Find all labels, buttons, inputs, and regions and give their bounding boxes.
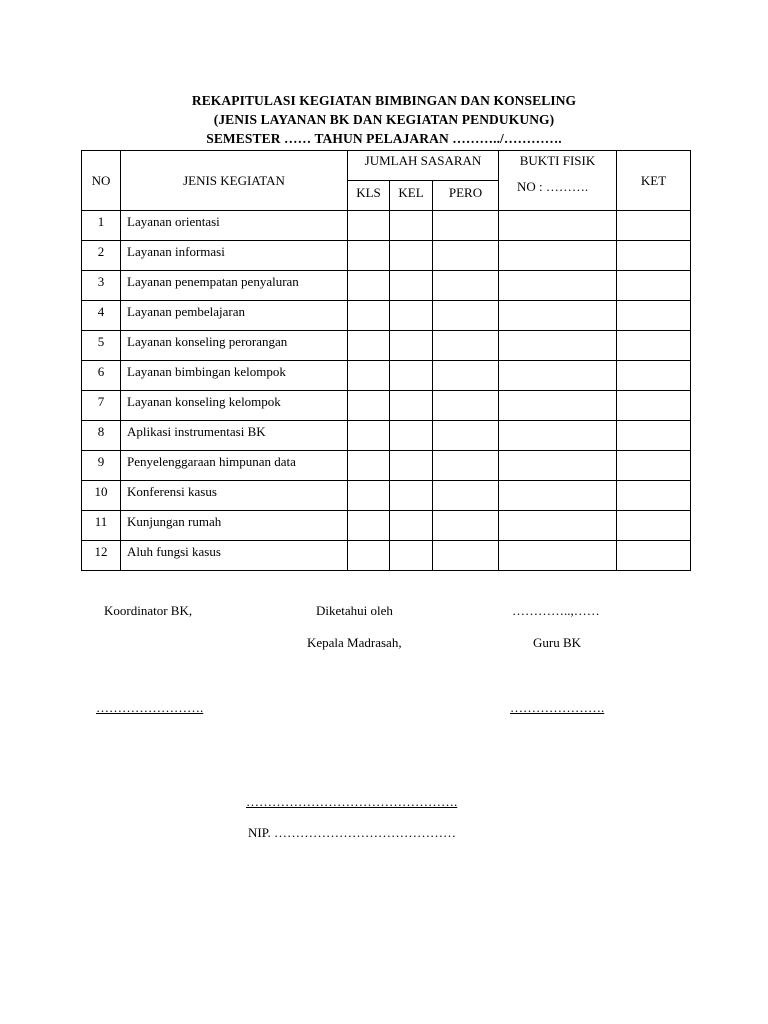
- header-pero: PERO: [433, 181, 499, 211]
- row-kel-cell: [390, 361, 433, 391]
- row-kls-cell: [348, 511, 390, 541]
- table-row: [82, 421, 691, 451]
- row-bukti-cell: [499, 541, 617, 571]
- row-no: 7: [82, 391, 121, 421]
- row-kel-cell: [390, 241, 433, 271]
- row-no: 9: [82, 451, 121, 481]
- row-ket-cell: [617, 541, 691, 571]
- row-no: 1: [82, 211, 121, 241]
- row-kegiatan: Layanan konseling kelompok: [121, 391, 348, 421]
- row-kel-cell: [390, 211, 433, 241]
- row-pero-cell: [433, 481, 499, 511]
- row-pero-cell: [433, 271, 499, 301]
- row-kls-cell: [348, 331, 390, 361]
- row-kel-cell: [390, 391, 433, 421]
- row-pero-cell: [433, 211, 499, 241]
- row-kel-cell: [390, 421, 433, 451]
- diketahui-label: Diketahui oleh: [316, 603, 393, 618]
- row-kegiatan: Layanan konseling perorangan: [121, 331, 348, 361]
- row-bukti-cell: [499, 241, 617, 271]
- row-kegiatan: Layanan orientasi: [121, 211, 348, 241]
- table-row: [82, 271, 691, 301]
- row-pero-cell: [433, 391, 499, 421]
- header-jenis-kegiatan: JENIS KEGIATAN: [121, 151, 348, 211]
- row-kls-cell: [348, 541, 390, 571]
- row-kel-cell: [390, 541, 433, 571]
- row-kls-cell: [348, 481, 390, 511]
- row-ket-cell: [617, 451, 691, 481]
- row-kegiatan: Penyelenggaraan himpunan data: [121, 451, 348, 481]
- row-ket-cell: [617, 421, 691, 451]
- row-no: 3: [82, 271, 121, 301]
- table-row: [82, 241, 691, 271]
- row-kegiatan: Layanan penempatan penyaluran: [121, 271, 348, 301]
- table-row: [82, 481, 691, 511]
- row-pero-cell: [433, 361, 499, 391]
- row-no: 5: [82, 331, 121, 361]
- table-row: [82, 541, 691, 571]
- row-kegiatan: Layanan pembelajaran: [121, 301, 348, 331]
- tempat-tanggal: …………..,……: [512, 603, 600, 618]
- row-bukti-cell: [499, 301, 617, 331]
- row-ket-cell: [617, 481, 691, 511]
- row-kegiatan: Konferensi kasus: [121, 481, 348, 511]
- row-kls-cell: [348, 241, 390, 271]
- row-kel-cell: [390, 331, 433, 361]
- row-no: 2: [82, 241, 121, 271]
- kepala-nip: NIP. ……………………………………: [248, 825, 457, 840]
- row-kegiatan: Aplikasi instrumentasi BK: [121, 421, 348, 451]
- koordinator-label: Koordinator BK,: [104, 603, 193, 618]
- row-kls-cell: [348, 391, 390, 421]
- row-bukti-cell: [499, 451, 617, 481]
- row-ket-cell: [617, 271, 691, 301]
- row-bukti-cell: [499, 511, 617, 541]
- row-ket-cell: [617, 301, 691, 331]
- table-row: [82, 361, 691, 391]
- row-ket-cell: [617, 211, 691, 241]
- row-no: 10: [82, 481, 121, 511]
- table-row: [82, 331, 691, 361]
- row-pero-cell: [433, 541, 499, 571]
- koordinator-signature-line: …………………….: [96, 700, 204, 715]
- row-bukti-cell: [499, 481, 617, 511]
- row-bukti-cell: [499, 211, 617, 241]
- header-bukti-fisik: [499, 151, 617, 211]
- row-pero-cell: [433, 301, 499, 331]
- row-ket-cell: [617, 361, 691, 391]
- row-bukti-cell: [499, 391, 617, 421]
- row-ket-cell: [617, 391, 691, 421]
- guru-signature-line: ………………….: [510, 700, 605, 715]
- row-kegiatan: Aluh fungsi kasus: [121, 541, 348, 571]
- table-row: [82, 511, 691, 541]
- row-no: 11: [82, 511, 121, 541]
- row-kel-cell: [390, 511, 433, 541]
- row-no: 4: [82, 301, 121, 331]
- table-row: [82, 301, 691, 331]
- header-kel: KEL: [390, 181, 433, 211]
- row-kls-cell: [348, 301, 390, 331]
- row-kegiatan: Layanan bimbingan kelompok: [121, 361, 348, 391]
- table-row: [82, 211, 691, 241]
- guru-bk-label: Guru BK: [533, 635, 582, 650]
- row-kls-cell: [348, 361, 390, 391]
- row-kel-cell: [390, 271, 433, 301]
- row-ket-cell: [617, 241, 691, 271]
- row-bukti-cell: [499, 331, 617, 361]
- rekap-table: [81, 150, 691, 571]
- row-pero-cell: [433, 241, 499, 271]
- kepala-signature-line: ………………………………………….: [246, 794, 458, 809]
- table-row: [82, 391, 691, 421]
- table-row: [82, 451, 691, 481]
- row-bukti-cell: [499, 361, 617, 391]
- kepala-madrasah-label: Kepala Madrasah,: [307, 635, 402, 650]
- header-jumlah-sasaran: JUMLAH SASARAN: [348, 151, 499, 181]
- row-kls-cell: [348, 271, 390, 301]
- row-kegiatan: Layanan informasi: [121, 241, 348, 271]
- row-kel-cell: [390, 301, 433, 331]
- row-no: 8: [82, 421, 121, 451]
- row-kel-cell: [390, 481, 433, 511]
- header-no: NO: [82, 151, 121, 211]
- header-kls: KLS: [348, 181, 390, 211]
- row-bukti-cell: [499, 421, 617, 451]
- row-no: 6: [82, 361, 121, 391]
- row-kel-cell: [390, 451, 433, 481]
- row-ket-cell: [617, 331, 691, 361]
- row-pero-cell: [433, 511, 499, 541]
- row-pero-cell: [433, 421, 499, 451]
- title-line-3: SEMESTER …… TAHUN PELAJARAN ………../………….: [206, 131, 562, 146]
- row-bukti-cell: [499, 271, 617, 301]
- row-kls-cell: [348, 451, 390, 481]
- row-kegiatan: Kunjungan rumah: [121, 511, 348, 541]
- bukti-fisik-label: BUKTI FISIK: [519, 153, 596, 168]
- header-ket: KET: [617, 151, 691, 211]
- row-no: 12: [82, 541, 121, 571]
- title-line-2: (JENIS LAYANAN BK DAN KEGIATAN PENDUKUNG): [213, 112, 555, 127]
- title-line-1: REKAPITULASI KEGIATAN BIMBINGAN DAN KONSELING: [191, 93, 577, 108]
- row-kls-cell: [348, 421, 390, 451]
- row-ket-cell: [617, 511, 691, 541]
- row-pero-cell: [433, 331, 499, 361]
- row-kls-cell: [348, 211, 390, 241]
- row-pero-cell: [433, 451, 499, 481]
- bukti-fisik-no: NO : ……….: [517, 179, 589, 194]
